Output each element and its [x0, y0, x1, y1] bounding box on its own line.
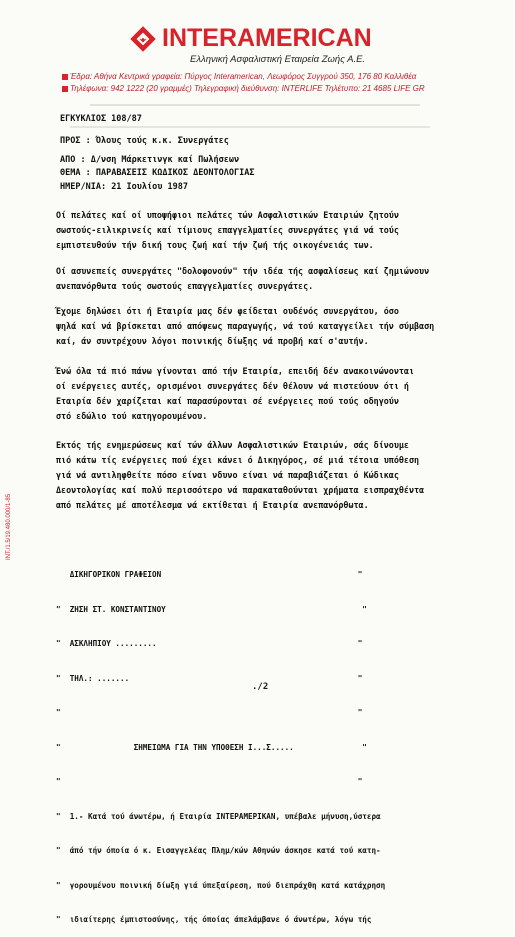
form-code: INT./1.5/19.480.000/1-85 [6, 493, 12, 560]
interamerican-diamond-icon [130, 26, 156, 52]
company-subtitle: Ελληνική Ασφαλιστική Εταιρεία Ζωής Α.Ε. [190, 54, 366, 65]
red-square-icon [62, 74, 68, 80]
address-line-1: Έδρα: Αθήνα Κεντρικά γραφεία: Πύργος Interamerican, Λεωφόρος Συγγρού 350, 176 80 Καλλιθέα [62, 72, 416, 81]
to-line: ΠΡΟΣ : Όλους τούς κ.κ. Συνεργάτες [60, 136, 229, 146]
page-marker: ./2 [252, 682, 269, 692]
address-line-2: Τηλέφωνα: 942 1222 (20 γραμμές) Τηλεγραφική διεύθυνση: INTERLIFE Τηλέτυπο: 21 4685 LIFE GR [62, 84, 425, 93]
red-square-icon [62, 86, 68, 92]
circular-number: ΕΓΚΥΚΛΙΟΣ 108/87 [60, 114, 142, 124]
lawyer-memo-box: ΔΙΚΗΓΟΡΙΚΟΝ ΓΡΑΦΕΙΟΝ " " ΖΗΣΗ ΣΤ. ΚΟΝΣΤΑΝΤΙΝΟΥ " " ΑΣΚΛΗΠΙΟΥ ......... " " ΤΗΛ.: ....... " " " " ΣΗΜΕΙΩΜΑ ΓΙΑ ΤΗΝ ΥΠΟΘΕΣΗ Ι...Σ..... " " " " 1.- Κατά τού άνωτέρω, ή Εταιρία ΙΝΤΕΡΑΜΕΡΙΚΑΝ, υπέβαλε μήνυση,ύστερα " άπό τήν όποία ό κ. Εισαγγελέας Πλημ/κών Αθηνών άσκησε κατά τού κατη- " γορουμένου ποινική δίωξη γιά ύπεξαίρεση, πού διεπράχθη κατά κατάχρηση " ιδιαίτερης έμπιστοσύνης, τής όποίας άπελάμβανε ό άνωτέρω, λόγω τής [56, 570, 386, 924]
paragraph-5: Εκτός τής ενημερώσεως καί τών άλλων Ασφαλιστικών Εταιριών, σάς δίνουμε πιό κάτω τίς ενέργειες πού έχει κάνει ό Δικηγόρος, σέ μιά τέτοια υπόθεση γιά νά αντιληφθείτε πόσο είναι νδυνο είναι νά παραβιάζεται ό Κώδικας Δεοντολογίας καί πολύ περισσότερο νά παρακαταθούνται χρήματα εισπραχθέντα από πελάτες μέ αποτέλεσμα νά εκτίθεται ή Εταιρία ανεπανόρθωτα. [56, 440, 425, 510]
letterhead-logo [130, 24, 372, 53]
carbon-smudge [70, 126, 430, 128]
paragraph-4: Ένώ όλα τά πιό πάνω γίνονται από τήν Εταιρία, επειδή δέν ανακοινώνονται οί ενέργειες αυτές, ορισμένοι συνεργάτες δέν θέλουν νά πιστεύουν ότι ή Εταιρία δέν χαρίζεται καί παρασύρονται σέ ενέργειες πού τούς οδηγούν στό εδώλιο τού κατηγορουμένου. [56, 366, 414, 421]
brand-name: INTERAMERICAN [162, 24, 372, 52]
carbon-smudge [90, 104, 420, 106]
subject-line: ΘΕΜΑ : ΠΑΡΑΒΑΣΕΙΣ ΚΩΔΙΚΟΣ ΔΕΟΝΤΟΛΟΓΙΑΣ [60, 168, 255, 178]
date-line: ΗΜΕΡ/ΝΙΑ: 21 Ιουλίου 1987 [60, 182, 188, 192]
paragraph-2: Οί ασυνεπείς συνεργάτες "δολοφονούν" τήν ιδέα τής ασφαλίσεως καί ζημιώνουν ανεπανόρθωτα τούς σωστούς επαγγελματίες συνεργάτες. [56, 266, 430, 291]
paragraph-1: Οί πελάτες καί οί υποψήφιοι πελάτες τών Ασφαλιστικών Εταιριών ζητούν σωστούς-ειλικρινείς καί τίμιους επαγγελματίες συνεργάτες γιά νά τούς εμπιστευθούν τήν δική τους ζωή καί τήν ζωή τής οικογένειάς των. [56, 210, 399, 250]
from-line: ΑΠΟ : Δ/νση Μάρκετινγκ καί Πωλήσεων [60, 155, 240, 165]
paragraph-3: Έχομε δηλώσει ότι ή Εταιρία μας δέν φείδεται ουδένός συνεργάτου, όσο ψηλά καί νά βρίσκεται από απόψεως παραγωγής, νά τού καταγγείλει τήν σύμβαση καί, άν συντρέχουν λόγοι ποινικής δίωξης νά προβή καί σ'αυτήν. [56, 306, 435, 346]
